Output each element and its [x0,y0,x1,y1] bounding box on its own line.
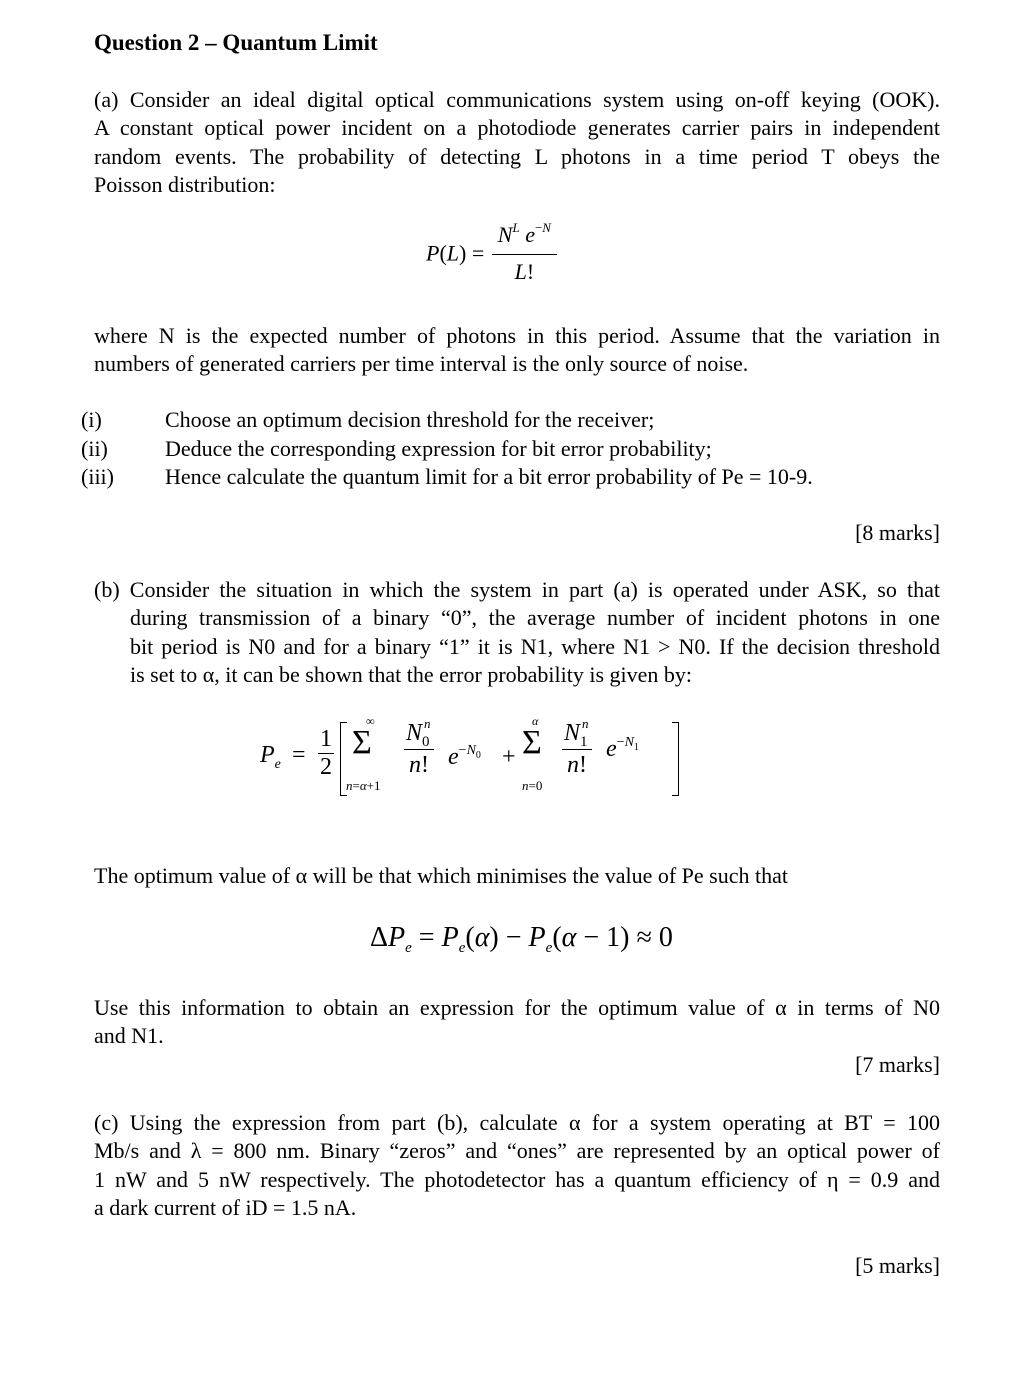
list-item [81,406,813,435]
item-text: Hence calculate the quantum limit for a bit error probability of Pe = 10-9. [165,464,813,489]
poisson-equation: P(L) = $\frac{N^L e^{-N}}{L!}$ [426,222,557,285]
part-a-intro [94,86,940,199]
text-line: and N1. [94,1023,164,1049]
item-text: Choose an optimum decision threshold for the receiver; [165,407,655,432]
item-number: (iii) [81,464,114,489]
text-line: bit period is N0 and for a binary “1” it is N1, where N1 > N0. If the decision threshold [130,633,940,659]
text-line: The optimum value of α will be that which minimises the value of Pe such that [94,863,788,888]
item-number: (ii) [81,435,108,461]
text-line: Poisson distribution: [94,171,276,197]
optimum-text [94,862,940,890]
text-line: (b) Consider the situation in which the system in part (a) is operated under ASK, so that [94,577,940,602]
text-line: random events. The probability of detecting L photons in a time period T obeys the [94,143,940,169]
text-line: where N is the expected number of photons in this period. Assume that the variation in [94,323,940,348]
part-a-items [81,406,813,492]
text-line: 1 nW and 5 nW respectively. The photodetector has a quantum efficiency of η = 0.9 and [94,1166,940,1192]
part-a-marks: [8 marks] [855,520,940,545]
part-b-intro [94,576,940,604]
list-item [81,435,813,464]
text-line: numbers of generated carriers per time interval is the only source of noise. [94,351,749,377]
part-a-description [94,322,940,379]
text-line: (a) Consider an ideal digital optical communications system using on-off keying (OOK). [94,87,940,112]
text-line: is set to α, it can be shown that the error probability is given by: [130,661,693,687]
part-b-marks: [7 marks] [855,1052,940,1077]
question-title: Question 2 – Quantum Limit [94,30,378,55]
text-line: A constant optical power incident on a photodiode generates carrier pairs in independent [94,115,940,141]
text-line: Mb/s and λ = 800 nm. Binary “zeros” and “ones” are represented by an optical power of [94,1138,940,1164]
text-line: (c) Using the expression from part (b), calculate α for a system operating at BT = 100 [94,1110,940,1135]
text-line: a dark current of iD = 1.5 nA. [94,1194,357,1220]
use-info-text [94,994,940,1051]
delta-equation: $\Delta P_e = P_e(\alpha) - P_e(\alpha - 1) \approx 0$ [370,922,673,956]
item-text: Deduce the corresponding expression for bit error probability; [165,435,712,461]
list-item [81,463,813,492]
error-probability-equation: $P_e$ = 1 2 ∞ Σ n=α+1 N n 0 n! $e^{-N_0}$ + α Σ n=0 N n 1 n! $e^{-N_1}$ [260,720,680,800]
text-line: Use this information to obtain an expression for the optimum value of α in terms of N0 [94,995,940,1020]
text-line: during transmission of a binary “0”, the average number of incident photons in one [130,605,940,631]
part-c-marks: [5 marks] [855,1253,940,1278]
item-number: (i) [81,407,102,432]
part-b-intro-cont [130,604,940,689]
part-c-text [94,1109,940,1222]
